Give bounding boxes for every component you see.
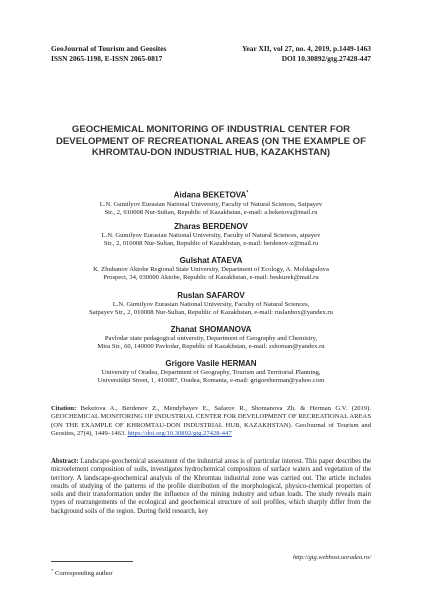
author-name: Zharas BERDENOV (174, 222, 248, 231)
doi-link[interactable]: https://doi.org/10.30892/gtg.27428-447 (127, 430, 232, 438)
author-name: Aidana BEKETOVA* (173, 190, 249, 200)
citation-text: Beketova A., Berdenov Z., Mendybayev E., Safarov R., Shomanova Zh. & Herman G.V. (2019). GEOCHEMICAL MONITORING OF INDUSTRIAL CENTER FOR DEVELOPMENT OF RECREATIONAL AREAS (ON THE EXAMPLE OF KHROMTAU-DON INDUSTRIAL HUB, KAZAKHSTAN). GeoJournal of Tourism and Geosites, 27(4), 1449–1463. (51, 405, 371, 438)
author-block (51, 188, 371, 217)
author-affiliation: L.N. Gumilyov Eurasian National University, Faculty of Natural Sciences, atpayev Str., 2, 010008 Nur-Sultan, Republic of Kazakhstan, e-mail: berdenov-z@mail.ru (101, 232, 321, 248)
journal-header-left (51, 44, 166, 63)
journal-issn: ISSN 2065-1198, E-ISSN 2065-0817 (51, 53, 163, 63)
abstract-label: Abstract: (51, 458, 79, 465)
citation-paragraph (51, 405, 371, 439)
author-affiliation: L.N. Gumilyov Eurasian National University, Faculty of Natural Sciences, Satpayev Str., 2, 010008 Nur-Sultan, Republic of Kazakhstan, e-mail: ruslanbox@yandex.ru (89, 301, 333, 317)
author-affiliation: University of Oradea, Department of Geography, Tourism and Territorial Planning, Universității Street, 1, 410087, Oradea, Romania, e-mail: grigoreherman@yahoo.com (97, 369, 325, 385)
journal-volume: Year XII, vol 27, no. 4, 2019, p.1449-1463 (242, 44, 371, 53)
author-name: Ruslan SAFAROV (177, 291, 245, 300)
author-block (51, 291, 371, 318)
author-affiliation: K. Zhubanov Aktobe Regional State University, Department of Ecology, A. Moldagulova Prospect, 34, 030000 Aktobe, Republic of Kazakhstan, e-mail: beskurek@mail.ru (93, 266, 329, 282)
author-block (51, 359, 371, 386)
abstract-paragraph (51, 458, 371, 516)
author-block (51, 222, 371, 249)
author-block (51, 325, 371, 352)
author-name: Grigore Vasile HERMAN (165, 359, 257, 368)
author-affiliation: Pavlodar state pedagogical university, Department of Geography and Chemistry, Mira Str., 60, 140000 Pavlodar, Republic of Kazakhstan, e-mail: zshoman@yandex.ru (97, 335, 325, 351)
citation-label: Citation: (51, 405, 77, 412)
journal-name: GeoJournal of Tourism and Geosites (51, 44, 167, 53)
author-affiliation: L.N. Gumilyov Eurasian National University, Faculty of Natural Sciences, Satpayev Str., 2, 010008 Nur-Sultan, Republic of Kazakhstan, e-mail: a.beketova@mail.ru (99, 200, 323, 217)
author-name: Zhanat SHOMANOVA (170, 325, 252, 334)
footnote: * Corresponding author (51, 568, 113, 578)
abstract-text: Landscape-geochemical assessment of the industrial areas is of particular interest. This paper describes the microelement composition of soils, investigates hydrochemical composition of surface waters and vegetation of the territory. A landscape-geochemical analysis of the Khromtau industrial zone was carried out. The article includes results of studying of the patterns of the profile distribution of the morphological, physico-chemical properties of soils and their transformation under the influence of the mining industry and urban loads. The study reveals main types of rearrangements of the ecological and geochemical structure of soil profiles, which sharply differ from the background soils of the region. During field research, key (51, 458, 371, 515)
journal-header-right (242, 44, 371, 63)
footnote-divider (51, 561, 133, 562)
journal-doi: DOI 10.30892/gtg.27428-447 (281, 53, 371, 63)
author-block (51, 256, 371, 283)
paper-title: GEOCHEMICAL MONITORING OF INDUSTRIAL CENTER FOR DEVELOPMENT OF RECREATIONAL AREAS (ON THE EXAMPLE OF KHROMTAU-DON INDUSTRIAL HUB, KAZAKHSTAN) (55, 124, 367, 159)
author-name: Gulshat ATAEVA (179, 256, 243, 265)
journal-url: http://gtg.webhost.uoradea.ro/ (292, 554, 371, 561)
